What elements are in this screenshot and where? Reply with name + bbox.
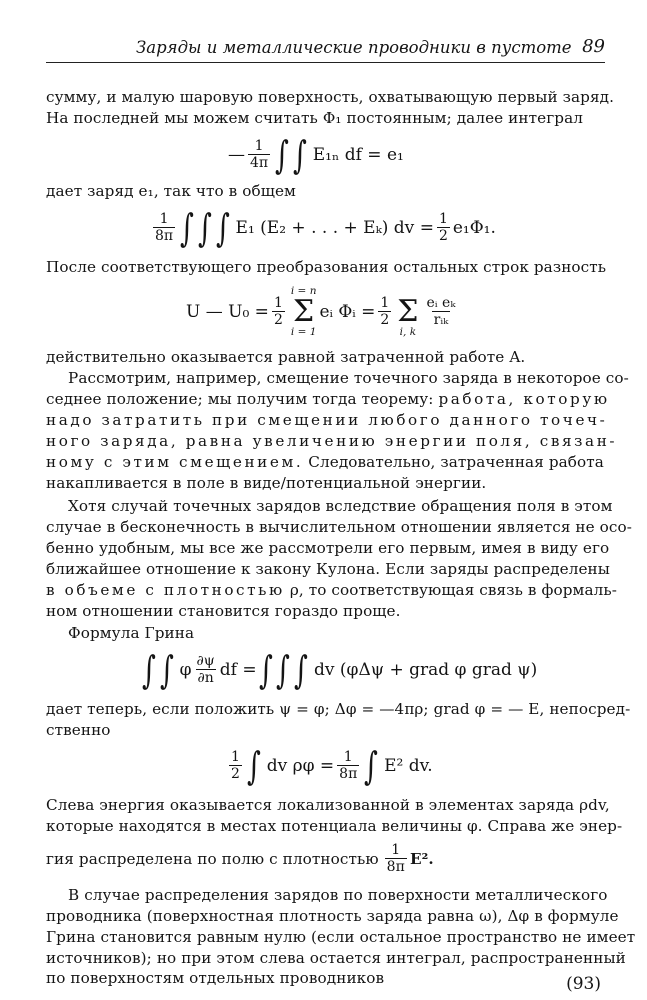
running-head (46, 36, 605, 63)
text-line (46, 579, 617, 601)
eq5-tail: E² dv. (384, 756, 433, 776)
eq3-sum2-bottom: i, k (399, 326, 417, 338)
eq3-num: 1 (273, 295, 283, 311)
eq2-den2: 2 (438, 228, 448, 244)
text-line: ном отношении становится гораздо проще. (46, 602, 401, 620)
eq2-den: 8π (155, 228, 174, 244)
text-line (46, 842, 602, 876)
text-line: ближайшее отношение к закону Кулона. Если заряды распределены (46, 560, 610, 578)
eq5-integral-1: ∫ (246, 744, 261, 788)
equation-2 (150, 204, 496, 252)
eq3-num2: 1 (380, 295, 390, 311)
text-line: После соответствующего преобразования остальных строк разность (46, 258, 607, 276)
eq4-rhs: dv (φΔψ + grad φ grad ψ) (314, 660, 538, 680)
eq1-integral-2: ∫ (292, 133, 307, 177)
text-line: Хотя случай точечных зарядов вследствие обращения поля в этом (68, 497, 613, 515)
text-segment: седнее положение; мы получим тогда теорему: (46, 390, 434, 408)
equation-number: (93) (566, 974, 601, 994)
eq3-frac3-den: rᵢₖ (433, 312, 449, 328)
eq5-den: 2 (231, 766, 240, 782)
eq4-mid: df = (219, 660, 257, 680)
equation-3 (186, 280, 460, 344)
text-line: дает теперь, если положить ψ = φ; Δφ = —4πρ; grad φ = — E, непосред- (46, 700, 631, 718)
equation-5 (226, 742, 433, 790)
eq3-fraction-2 (378, 296, 391, 328)
eq4-den: ∂n (197, 670, 214, 686)
eq2-integral-2: ∫ (197, 206, 212, 250)
eq4-integral-2: ∫ (159, 648, 174, 692)
eq3-sum (291, 286, 317, 338)
eq3-sum-2 (397, 286, 418, 338)
eq5-body: dv ρφ = (266, 756, 335, 776)
eq5-num: 1 (231, 749, 240, 765)
eq6-tail: E². (409, 850, 434, 868)
eq6-den: 8π (386, 859, 405, 875)
text-line: Грина становится равным нулю (если остальное пространство не имеет (46, 928, 636, 946)
eq3-fraction-3 (424, 296, 457, 328)
eq3-den2: 2 (380, 312, 390, 328)
eq3-sum-bottom: i = 1 (290, 326, 317, 338)
emphasized-text: ному с этим смещением. (46, 453, 304, 471)
text-line: действительно оказывается равной затраченной работе A. (46, 348, 526, 366)
eq1-den: 4π (250, 155, 269, 171)
text-line: источников); но при этом слева остается интеграл, распространенный (46, 949, 626, 967)
eq5-den2: 8π (339, 766, 358, 782)
running-head-title: Заряды и металлические проводники в пустоте (136, 38, 572, 57)
text-line: по поверхностям отдельных проводников (46, 969, 385, 987)
text-line: На последней мы можем считать Φ₁ постоянным; далее интеграл (46, 109, 583, 127)
text-line: Слева энергия оказывается локализованной в элементах заряда ρdv, (46, 796, 610, 814)
eq2-fraction (153, 212, 175, 244)
emphasized-text: работа, которую (438, 390, 610, 408)
eq2-body: E₁ (E₂ + . . . + Eₖ) dv = (235, 218, 434, 238)
text-line: бенно удобным, мы все же рассмотрели его первым, имея в виду его (46, 539, 610, 557)
emphasized-text: надо затратить при смещении любого данного точеч- (46, 411, 608, 429)
text-line: Формула Грина (68, 624, 195, 642)
eq4-integral-4: ∫ (276, 648, 291, 692)
eq6-num: 1 (391, 842, 401, 858)
equation-4-green (140, 646, 537, 694)
text-line: накапливается в поле в виде/потенциальной энергии. (46, 474, 487, 492)
eq4-pre: φ (179, 660, 192, 680)
eq2-fraction-2 (437, 212, 450, 244)
eq4-integral-5: ∫ (294, 648, 309, 692)
emphasized-text: ного заряда, равна увеличению энергии поля, связан- (46, 432, 618, 450)
eq2-integral-1: ∫ (180, 206, 194, 250)
eq2-num2: 1 (438, 211, 448, 227)
text-line: ственно (46, 721, 111, 739)
eq2-num: 1 (159, 211, 169, 227)
eq5-num2: 1 (343, 749, 353, 765)
eq1-fraction (248, 139, 270, 171)
eq3-lhs: U — U₀ = (186, 302, 269, 322)
eq4-integral-1: ∫ (141, 648, 156, 692)
eq1-integral-1: ∫ (275, 133, 289, 177)
eq3-sum2-symbol: Σ (397, 294, 419, 329)
eq4-fraction (195, 654, 217, 686)
eq3-den: 2 (273, 312, 283, 328)
eq5-integral-2: ∫ (364, 744, 379, 788)
text-line: Рассмотрим, например, смещение точечного заряда в некоторое со- (68, 369, 629, 387)
text-line: сумму, и малую шаровую поверхность, охватывающую первый заряд. (46, 88, 615, 106)
text-line: В случае распределения зарядов по поверхности металлического (68, 886, 608, 904)
eq3-sum-top: i = n (290, 285, 317, 297)
eq6-fraction (385, 843, 407, 875)
eq3-frac3-num: eᵢ eₖ (426, 295, 456, 311)
page-number: 89 (582, 36, 605, 57)
eq2-integral-3: ∫ (215, 206, 230, 250)
eq1-body: E₁ₙ df = e₁ (312, 145, 404, 165)
eq4-integral-3: ∫ (258, 648, 273, 692)
eq2-tail: e₁Φ₁. (452, 218, 496, 238)
eq4-num: ∂ψ (196, 653, 215, 669)
eq1-minus: — (228, 145, 245, 165)
eq3-mid: eᵢ Φᵢ = (319, 302, 376, 322)
emphasized-text: в объеме с плотностью (46, 581, 285, 599)
text-line: дает заряд e₁, так что в общем (46, 182, 296, 200)
text-segment: гия распределена по полю с плотностью (46, 850, 379, 868)
equation-1 (228, 132, 404, 178)
text-line: проводника (поверхностная плотность заряда равна ω), Δφ в формуле (46, 907, 619, 925)
text-line: случае в бесконечность в вычислительном отношении является не осо- (46, 518, 632, 536)
text-line: которые находятся в местах потенциала величины φ. Справа же энер- (46, 817, 623, 835)
text-segment: ρ, то соответствующая связь в формаль- (289, 581, 617, 599)
eq5-fraction-2 (337, 750, 359, 782)
text-line (46, 388, 610, 410)
eq3-fraction (272, 296, 285, 328)
eq5-fraction (229, 750, 242, 782)
text-segment: Следовательно, затраченная работа (308, 453, 604, 471)
eq1-num: 1 (254, 138, 264, 154)
eq3-sum-symbol: Σ (293, 294, 315, 329)
text-line (46, 451, 602, 473)
